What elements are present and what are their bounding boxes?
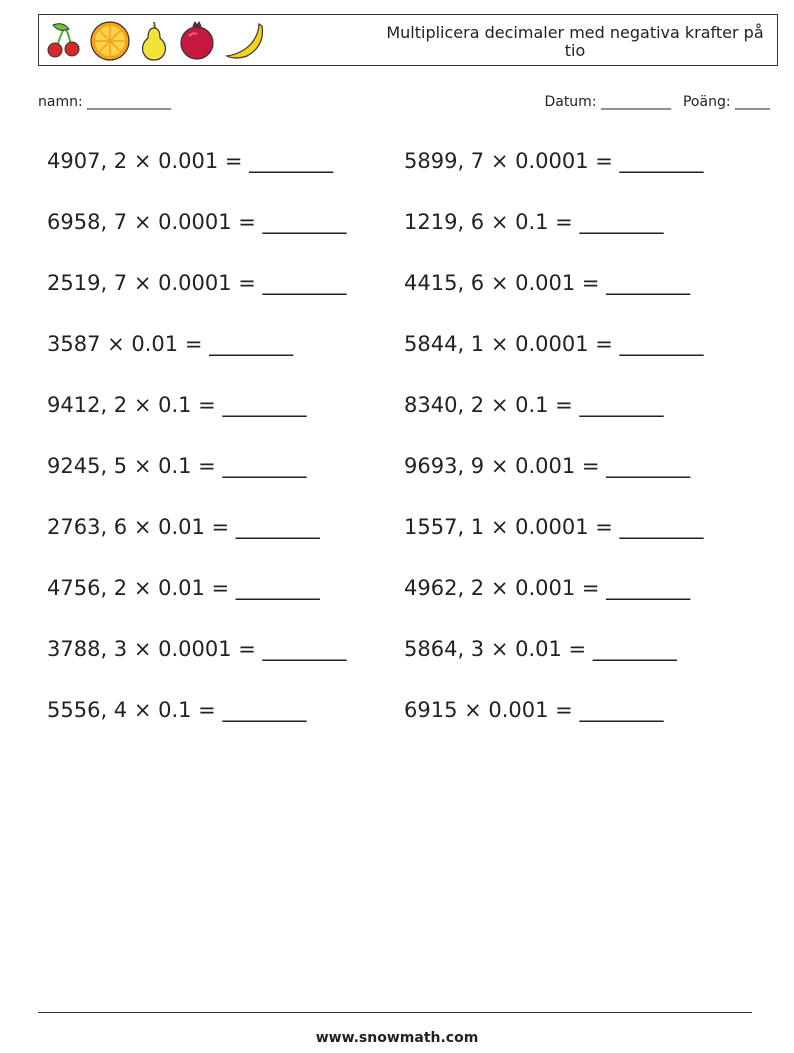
- problem-right-7: 1557, 1 × 0.0001 = ________: [404, 515, 704, 539]
- cherry-icon: [43, 21, 83, 61]
- problem-left-6: 9245, 5 × 0.1 = ________: [47, 454, 307, 478]
- worksheet-title: Multiplicera decimaler med negativa krafter på tio: [386, 23, 764, 60]
- problem-left-4: 3587 × 0.01 = ________: [47, 332, 294, 356]
- footer-divider: [38, 1012, 752, 1013]
- problem-left-2: 6958, 7 × 0.0001 = ________: [47, 210, 347, 234]
- worksheet-header: [38, 14, 778, 66]
- banana-icon: [223, 20, 267, 62]
- pear-icon: [137, 20, 171, 62]
- problem-right-1: 5899, 7 × 0.0001 = ________: [404, 149, 704, 173]
- score-label: Poäng: _____: [682, 94, 770, 110]
- problem-left-3: 2519, 7 × 0.0001 = ________: [47, 271, 347, 295]
- problem-left-7: 2763, 6 × 0.01 = ________: [47, 515, 320, 539]
- footer-url: www.snowmath.com: [315, 1030, 479, 1046]
- problem-right-8: 4962, 2 × 0.001 = ________: [404, 576, 691, 600]
- problem-right-3: 4415, 6 × 0.001 = ________: [404, 271, 691, 295]
- problem-right-9: 5864, 3 × 0.01 = ________: [404, 637, 677, 661]
- problem-right-6: 9693, 9 × 0.001 = ________: [404, 454, 691, 478]
- orange-icon: [89, 20, 131, 62]
- name-label: namn: ____________: [38, 94, 172, 110]
- problem-left-8: 4756, 2 × 0.01 = ________: [47, 576, 320, 600]
- problem-right-10: 6915 × 0.001 = ________: [404, 698, 664, 722]
- problem-left-1: 4907, 2 × 0.001 = ________: [47, 149, 334, 173]
- problem-left-5: 9412, 2 × 0.1 = ________: [47, 393, 307, 417]
- problem-right-5: 8340, 2 × 0.1 = ________: [404, 393, 664, 417]
- problem-right-2: 1219, 6 × 0.1 = ________: [404, 210, 664, 234]
- problem-left-10: 5556, 4 × 0.1 = ________: [47, 698, 307, 722]
- pomegranate-icon: [177, 20, 217, 62]
- date-score-fields: [544, 94, 770, 110]
- name-field: [38, 94, 171, 110]
- problem-right-4: 5844, 1 × 0.0001 = ________: [404, 332, 704, 356]
- fruit-icons: [43, 19, 267, 63]
- date-label: Datum: __________: [544, 94, 671, 110]
- problem-left-9: 3788, 3 × 0.0001 = ________: [47, 637, 347, 661]
